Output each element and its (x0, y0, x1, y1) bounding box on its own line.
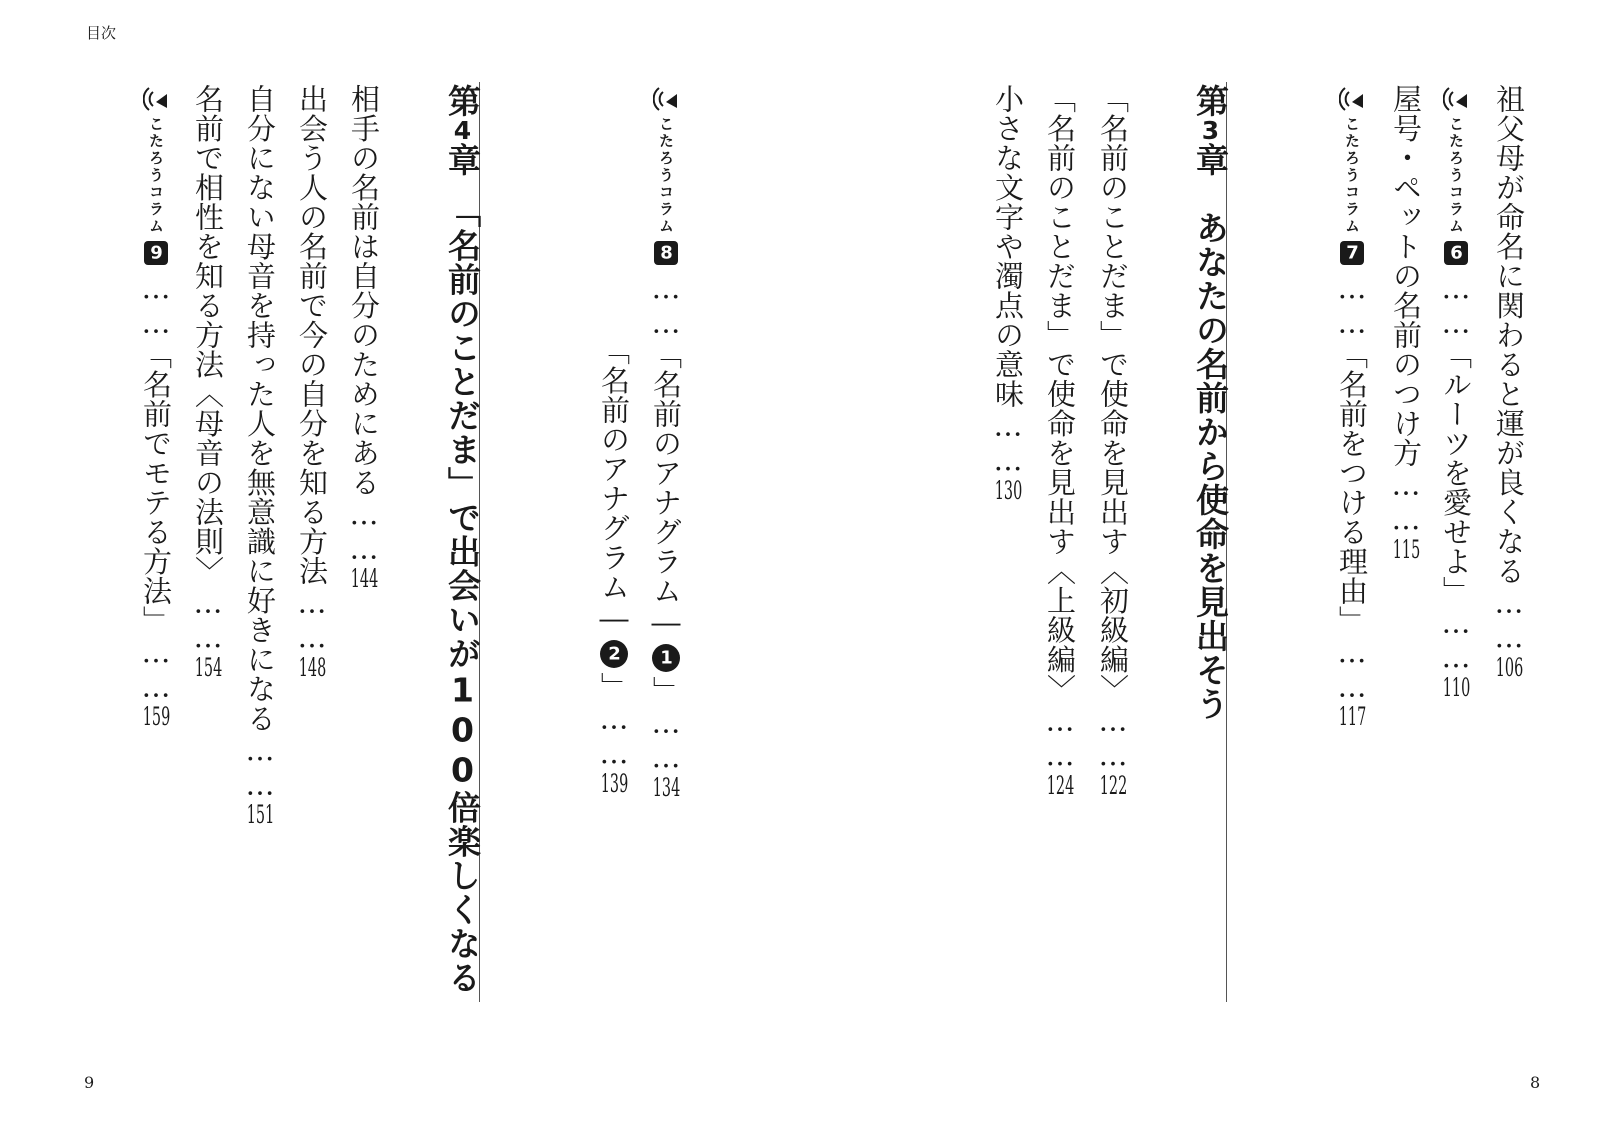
entry-title: ……「名前をつける理由」…… (1335, 271, 1369, 704)
kotaro-column-label: こたろうコラム (1343, 116, 1361, 235)
toc-entry-122[interactable] (1087, 84, 1139, 798)
page-number: 139 (600, 770, 629, 796)
kotaro-column-7[interactable] (1326, 84, 1378, 729)
entry-title-end: 」…… (597, 672, 631, 771)
page-number: 122 (1099, 772, 1128, 798)
page-number: 130 (994, 477, 1023, 503)
entry-title: 小さな文字や濁点の意味…… (991, 84, 1025, 478)
page-number: 106 (1495, 654, 1524, 680)
page-number: 148 (298, 654, 327, 680)
kotaro-column-9[interactable] (130, 84, 182, 729)
entry-title: ……「名前でモテる方法」…… (139, 271, 173, 704)
speaker-icon (653, 84, 679, 112)
chapter-4-heading[interactable] (440, 84, 484, 995)
speaker-icon (1443, 84, 1469, 112)
entry-title: 「名前のことだま」で使命を見出す〈上級編〉…… (1043, 84, 1077, 773)
toc-entry-144[interactable] (338, 84, 390, 591)
entry-title: 「名前のことだま」で使命を見出す〈初級編〉…… (1096, 84, 1130, 773)
chapter-number: 4 (453, 118, 472, 143)
toc-entry-139[interactable] (588, 336, 640, 796)
column-badge: 6 (1444, 241, 1468, 265)
toc-entry-154[interactable] (182, 84, 234, 680)
chapter-suffix: 章 (1191, 143, 1230, 177)
page-number: 134 (652, 774, 681, 800)
page-number: 110 (1442, 674, 1471, 700)
entry-title: 出会う人の名前で今の自分を知る方法…… (295, 84, 329, 655)
page-number: 159 (142, 704, 171, 729)
page-number: 117 (1338, 704, 1367, 729)
page-number: 115 (1392, 536, 1421, 562)
page-number: 151 (246, 802, 275, 827)
entry-title: 相手の名前は自分のためにある…… (347, 84, 381, 566)
speaker-icon (143, 84, 169, 112)
toc-entry-124[interactable] (1034, 84, 1086, 798)
page-number: 154 (194, 654, 223, 680)
page-number-right: 8 (1530, 1073, 1541, 1092)
kotaro-column-label: こたろうコラム (147, 116, 165, 235)
entry-title: 屋号・ペットの名前のつけ方…… (1389, 84, 1423, 537)
toc-entry-115[interactable] (1380, 84, 1432, 562)
entry-title: 名前で相性を知る方法〈母音の法則〉…… (191, 84, 225, 655)
column-badge: 7 (1340, 241, 1364, 265)
chapter-suffix: 章 (443, 143, 482, 177)
entry-title-end: 」…… (649, 676, 683, 775)
kotaro-column-label: こたろうコラム (657, 116, 675, 235)
page-number-left: 9 (84, 1073, 95, 1092)
running-header: 目次 (86, 24, 117, 42)
toc-entry-151[interactable] (234, 84, 286, 827)
kotaro-column-8[interactable] (640, 84, 692, 800)
kotaro-column-label: こたろうコラム (1447, 116, 1465, 235)
column-badge: 8 (654, 241, 678, 265)
toc-entry-130[interactable] (982, 84, 1034, 503)
chapter-number: 3 (1201, 118, 1220, 143)
chapter-title: 「名前のことだま」で出会いが100倍楽しくなる (443, 211, 482, 995)
toc-entry-148[interactable] (286, 84, 338, 680)
speaker-icon (1339, 84, 1365, 112)
kotaro-column-6[interactable] (1430, 84, 1482, 700)
entry-title: 「名前のアナグラム― (597, 336, 631, 636)
chapter-prefix: 第 (443, 84, 482, 118)
chapter-prefix: 第 (1191, 84, 1230, 118)
circled-number: 1 (652, 644, 680, 672)
chapter-title: あなたの名前から使命を見出そう (1191, 211, 1230, 721)
circled-number: 2 (600, 640, 628, 668)
entry-title: ……「名前のアナグラム― (649, 271, 683, 640)
entry-title: ……「ルーツを愛せよ」…… (1439, 271, 1473, 675)
entry-title: 祖父母が命名に関わると運が良くなる…… (1492, 84, 1526, 655)
page-number: 124 (1046, 772, 1075, 798)
chapter-3-heading[interactable] (1188, 84, 1232, 721)
entry-title: 自分にない母音を持った人を無意識に好きになる…… (243, 84, 277, 802)
page-number: 144 (350, 566, 379, 591)
toc-entry-106[interactable] (1483, 84, 1535, 680)
column-badge: 9 (144, 241, 168, 265)
